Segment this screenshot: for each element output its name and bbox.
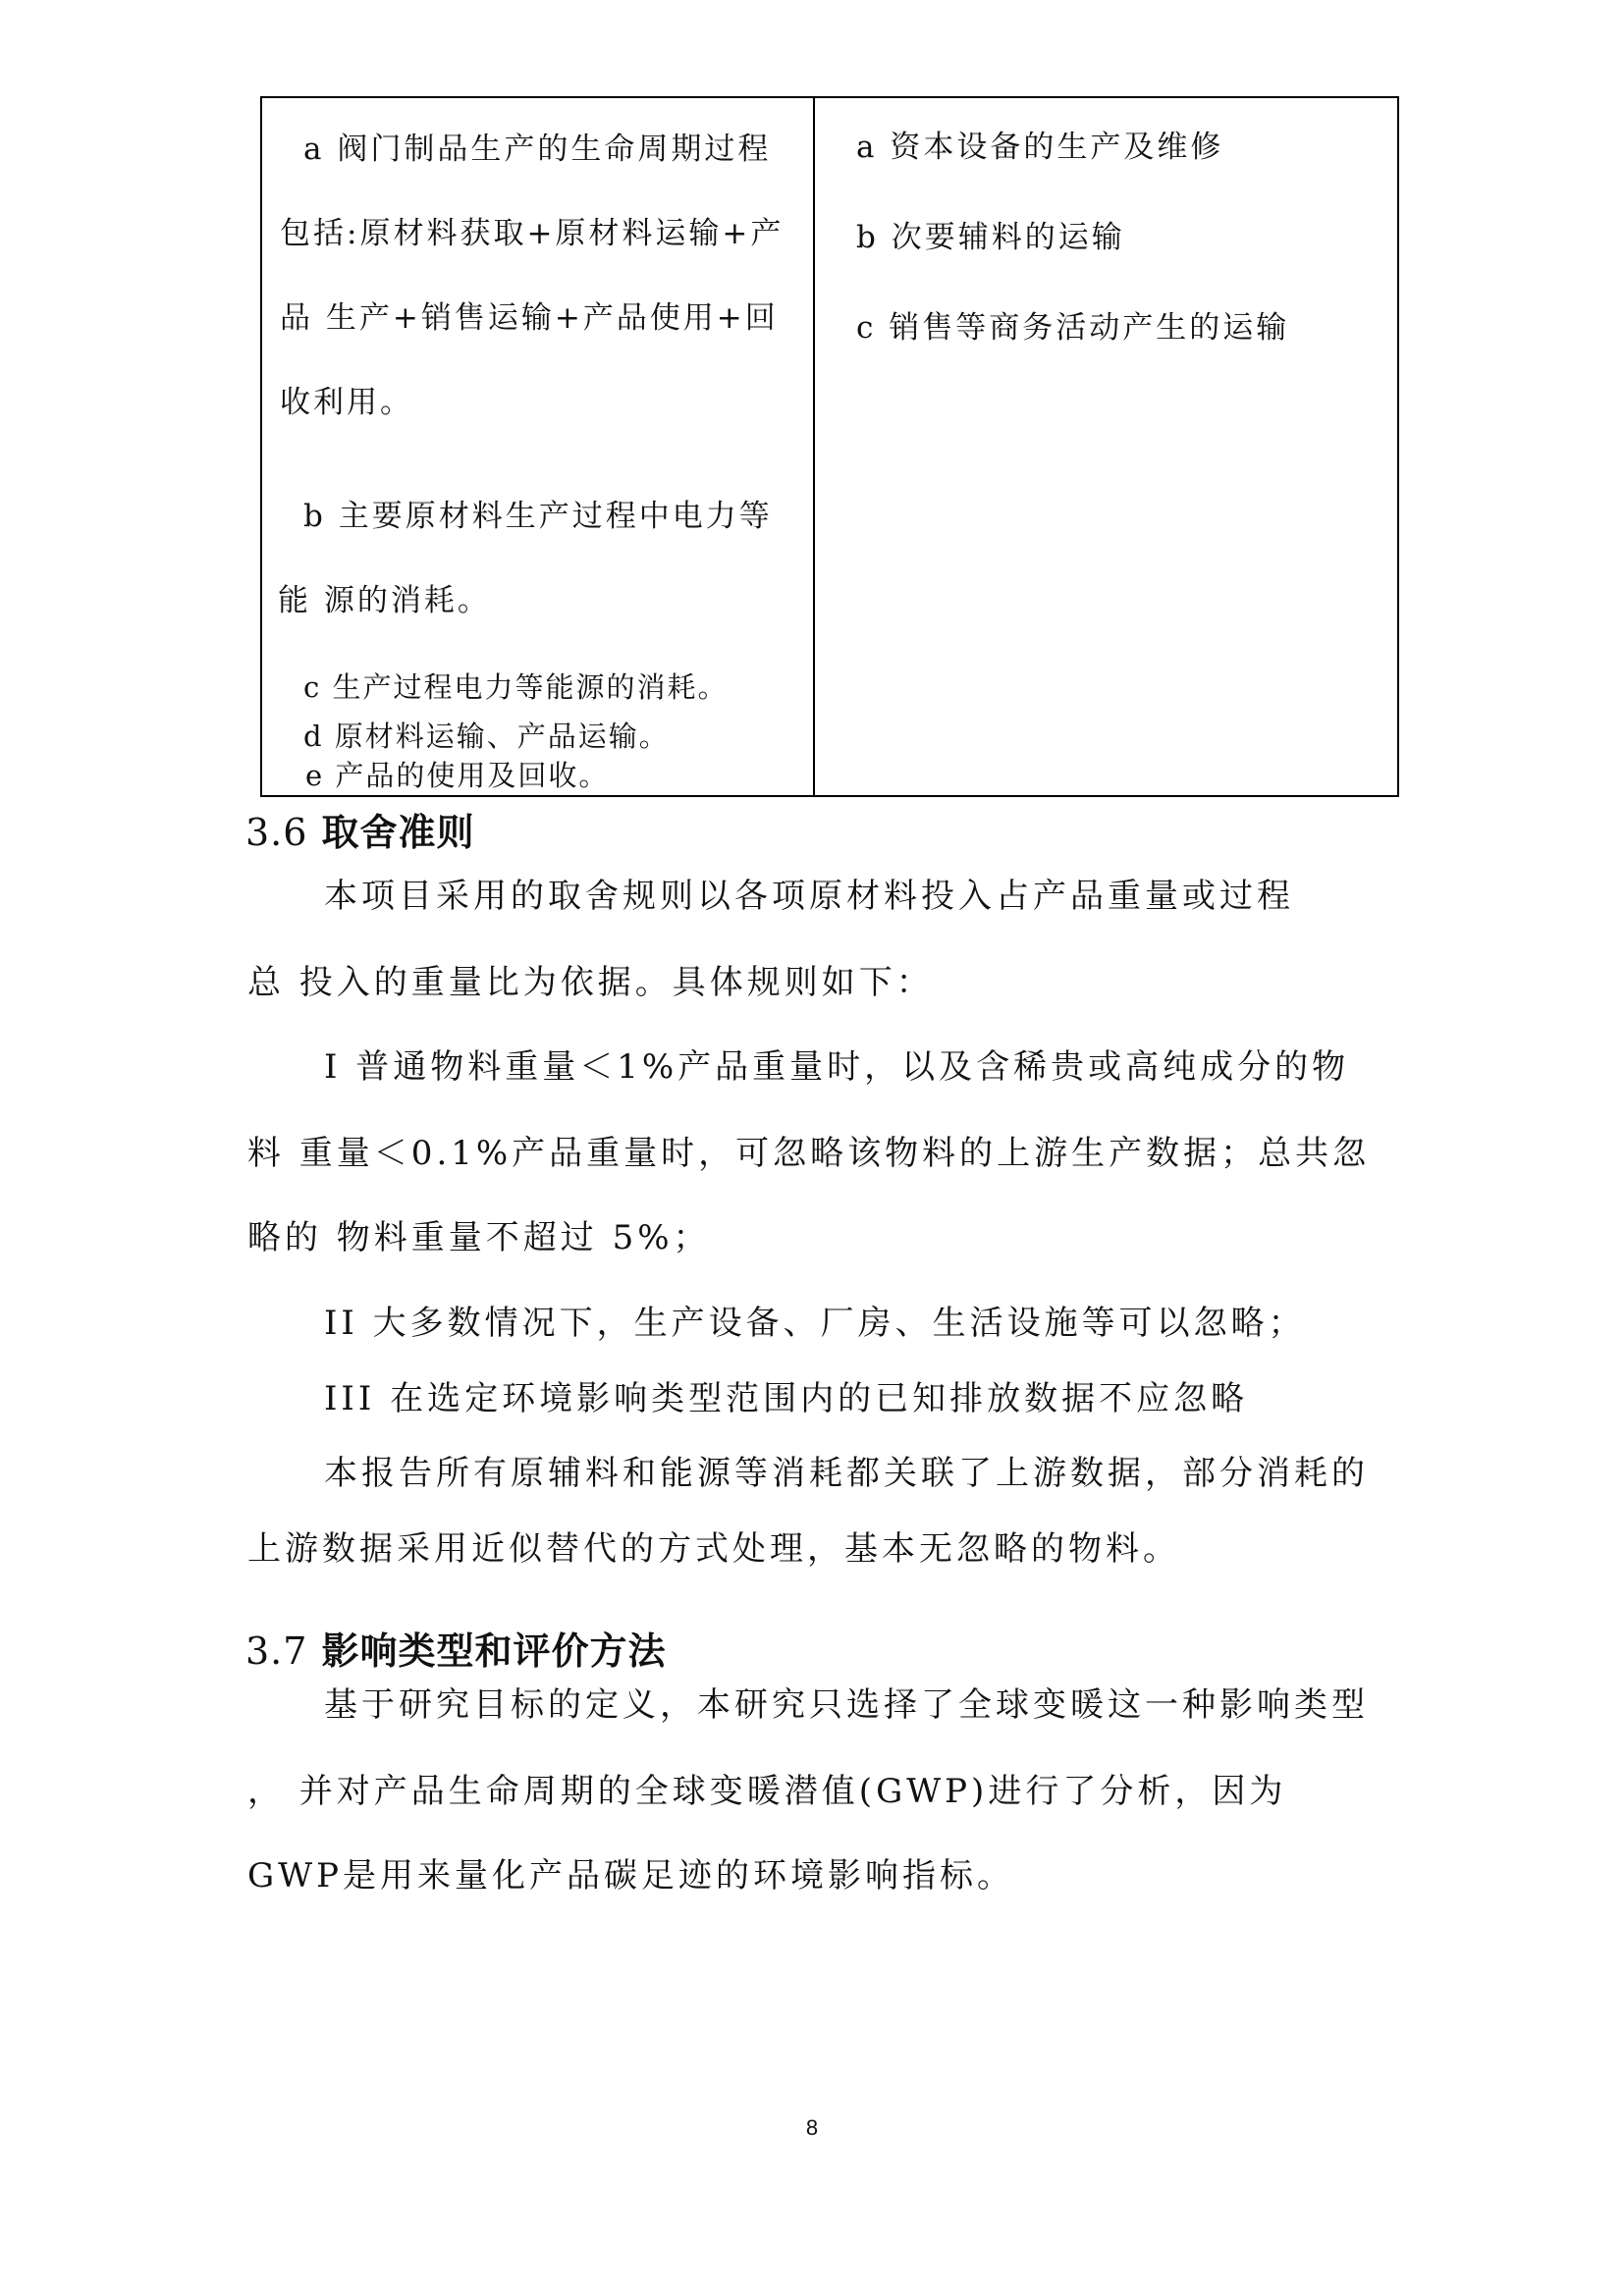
body-line: GWP是用来量化产品碳足迹的环境影响指标。	[247, 1856, 1014, 1896]
table-line: b 次要辅料的运输	[856, 220, 1125, 255]
table-line: a 阀门制品生产的生命周期过程	[303, 132, 772, 167]
excluded-scope-cell	[815, 98, 1397, 795]
table-line: c 生产过程电力等能源的消耗。	[303, 670, 729, 704]
system-boundary-table	[260, 96, 1399, 797]
section-heading-3-7	[245, 1629, 666, 1673]
table-line: d 原材料运输、产品运输。	[303, 720, 670, 753]
body-line: 上游数据采用近似替代的方式处理，基本无忽略的物料。	[247, 1529, 1180, 1569]
body-line: 本报告所有原辅料和能源等消耗都关联了上游数据，部分消耗的	[324, 1454, 1369, 1493]
table-line: a 资本设备的生产及维修	[856, 130, 1224, 165]
table-line: e 产品的使用及回收。	[305, 759, 610, 792]
table-line: 品 生产+销售运输+产品使用+回	[280, 300, 779, 336]
body-line: 本项目采用的取舍规则以各项原材料投入占产品重量或过程	[324, 877, 1294, 916]
body-line: 总 投入的重量比为依据。具体规则如下：	[247, 963, 934, 1002]
body-line: 基于研究目标的定义，本研究只选择了全球变暖这一种影响类型	[324, 1685, 1369, 1725]
body-line: 略的 物料重量不超过 5%；	[247, 1218, 711, 1257]
page-number: 8	[805, 2115, 819, 2140]
body-line: ， 并对产品生命周期的全球变暖潜值(GWP)进行了分析，因为	[247, 1772, 1287, 1811]
table-line: 包括:原材料获取+原材料运输+产	[280, 216, 785, 251]
section-title: 影响类型和评价方法	[321, 1629, 667, 1673]
section-number: 3.6	[245, 811, 308, 854]
section-number: 3.7	[245, 1629, 308, 1673]
table-line: b 主要原材料生产过程中电力等	[303, 499, 773, 534]
body-line: 料 重量＜0.1%产品重量时，可忽略该物料的上游生产数据；总共忽	[247, 1134, 1371, 1173]
body-line: II 大多数情况下，生产设备、厂房、生活设施等可以忽略；	[324, 1304, 1306, 1343]
body-line: III 在选定环境影响类型范围内的已知排放数据不应忽略	[324, 1379, 1249, 1418]
section-heading-3-6	[245, 811, 474, 854]
included-scope-cell	[262, 98, 815, 795]
table-line: c 销售等商务活动产生的运输	[856, 310, 1290, 346]
body-line: I 普通物料重量＜1%产品重量时，以及含稀贵或高纯成分的物	[324, 1047, 1350, 1087]
section-title: 取舍准则	[321, 810, 475, 854]
table-line: 能 源的消耗。	[278, 583, 491, 618]
table-line: 收利用。	[280, 385, 413, 420]
